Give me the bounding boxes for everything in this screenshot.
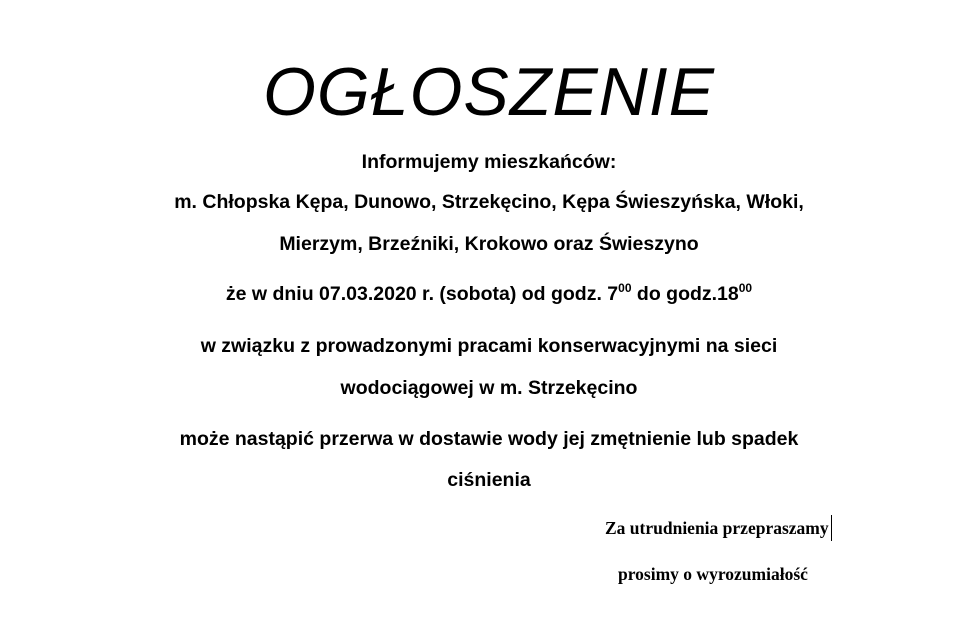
text-cursor (831, 515, 832, 541)
reason-line-2: wodociągowej w m. Strzekęcino (340, 377, 638, 399)
apology-text: Za utrudnienia przepraszamy (605, 518, 829, 538)
date-time-line (0, 281, 978, 307)
intro-line: Informujemy mieszkańców: (361, 151, 617, 173)
request-line: prosimy o wyrozumiałość (618, 564, 808, 584)
places-line-2: Mierzym, Brzeźniki, Krokowo oraz Świeszyno (279, 233, 699, 255)
apology-line (605, 515, 832, 541)
end-time-minutes: 00 (738, 281, 753, 295)
effect-line-2: ciśnienia (447, 469, 531, 491)
start-time-minutes: 00 (618, 281, 632, 295)
date-middle: do godz.18 (631, 283, 739, 305)
effect-line-1: może nastąpić przerwa w dostawie wody jej zmętnienie lub spadek (179, 428, 799, 450)
reason-line-1: w związku z prowadzonymi pracami konserwacyjnymi na sieci (200, 335, 778, 357)
places-line-1: m. Chłopska Kępa, Dunowo, Strzekęcino, Kępa Świeszyńska, Włoki, (174, 191, 804, 213)
date-prefix: że w dniu 07.03.2020 r. (sobota) od godz. 7 (225, 283, 619, 305)
announcement-title: OGŁOSZENIE (262, 54, 716, 130)
